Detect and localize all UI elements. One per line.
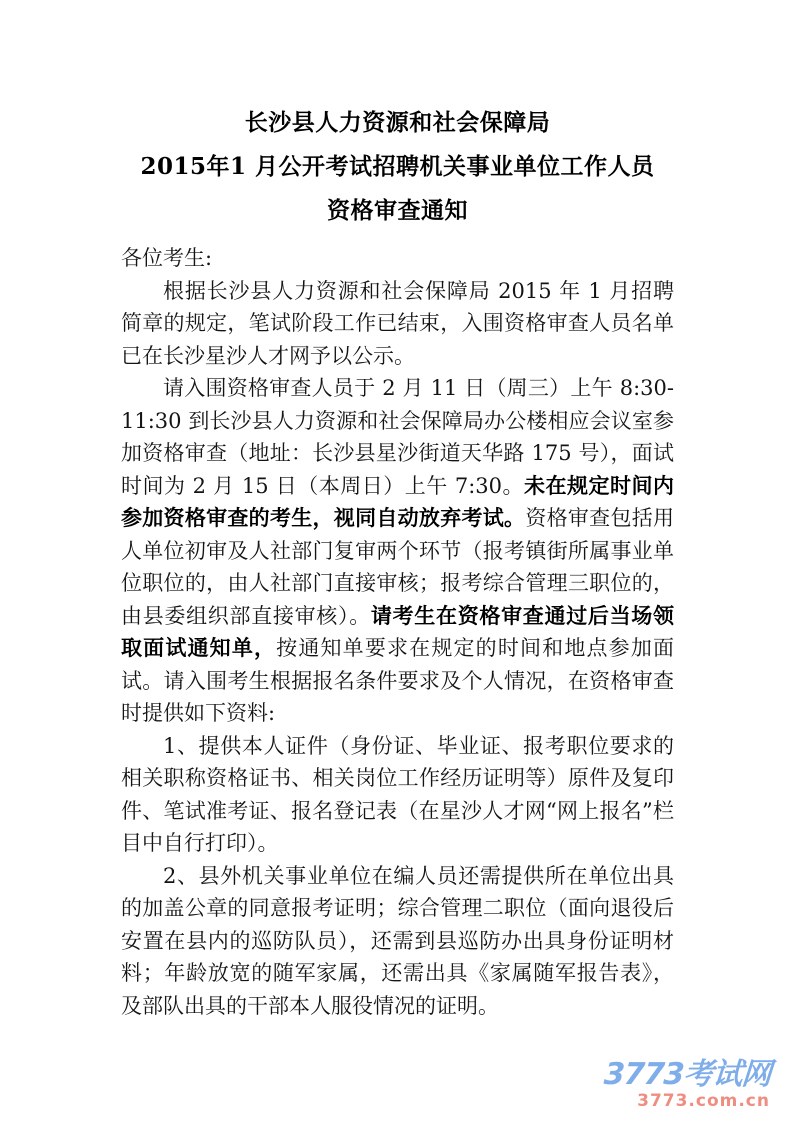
watermark-logo [602,1057,772,1111]
list-item-2: 2、县外机关事业单位在编人员还需提供所在单位出具的加盖公章的同意报考证明；综合管理二职位（面向退役后安置在县内的巡防队员），还需到县巡防办出具身份证明材料；年龄放宽的随军家属，还需出具《家属随军报告表》，及部队出具的干部本人服役情况的证明。 [121,863,674,1018]
document-title [121,101,674,233]
text-run: 资格审查包括用人单位初审及人社部门复审两个环节（报考镇街所属事业单位职位的，由人社部门直接审核；报考综合管理三职位的，由县委组织部直接审核）。 [121,506,675,628]
text-run-bold-interview-notice: 请考生在资格审查通过后当场领取面试通知单， [121,602,675,660]
document-content [121,101,674,1022]
list-item-1: 1、提供本人证件（身份证、毕业证、报考职位要求的相关职称资格证书、相关岗位工作经历证明等）原件及复印件、笔试准考证、报名登记表（在星沙人才网“网上报名”栏目中自行打印）。 [121,733,674,855]
text-run-bold-deadline-warning: 未在规定时间内参加资格审查的考生，视同自动放弃考试。 [121,472,675,530]
salutation: 各位考生: [121,246,213,270]
paragraph-review-details [121,372,674,730]
doc-title-line3: 资格审查通知 [327,197,468,224]
watermark-site-url: 3773.com.cn [637,1091,770,1111]
document-body [121,242,674,1022]
text-run: 请入围资格审查人员于 2 月 11 日（周三）上午 8:30-11:30 到长沙县人力资源和社会保障局办公楼相应会议室参加资格审查（地址：长沙县星沙街道天华路 175 号），面试时间为 2 月 15 日（本周日）上午 7:30。 [121,376,674,498]
text-run: 按通知单要求在规定的时间和地点参加面试。请入围考生根据报名条件要求及个人情况，在资格审查时提供如下资料: [121,636,675,725]
doc-title-line1: 长沙县人力资源和社会保障局 [244,109,551,136]
doc-title-line2: 2015年1 月公开考试招聘机关事业单位工作人员 [140,153,655,180]
watermark-site-name: 3773考试网 [602,1057,772,1092]
paragraph-intro: 根据长沙县人力资源和社会保障局 2015 年 1 月招聘简章的规定，笔试阶段工作已结束，入围资格审查人员名单已在长沙星沙人才网予以公示。 [121,278,674,368]
